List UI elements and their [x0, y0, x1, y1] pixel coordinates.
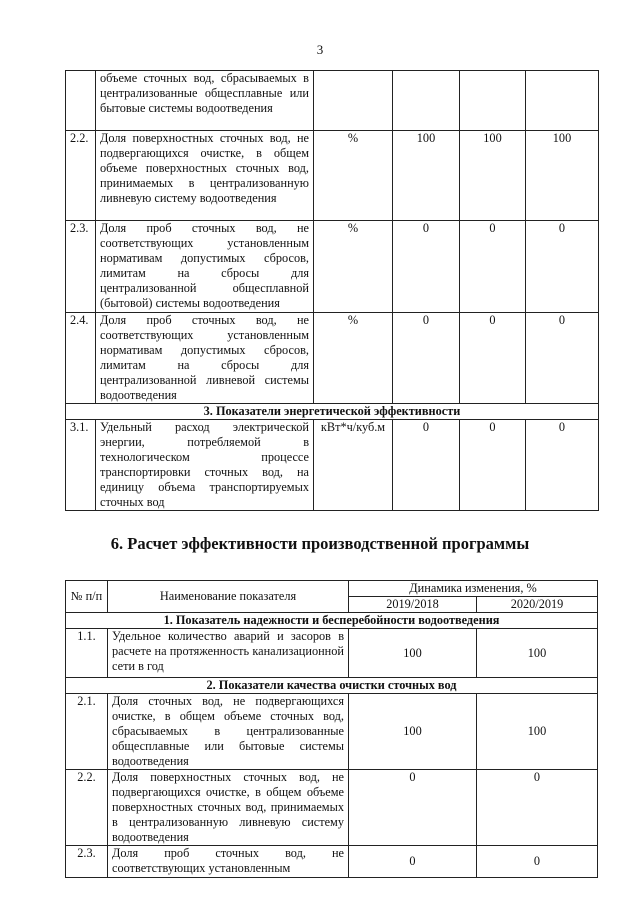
- table-row: [66, 131, 599, 221]
- value: 0: [393, 221, 460, 313]
- value: 100: [393, 131, 460, 221]
- page-number: 3: [316, 42, 324, 57]
- indicator-name: Доля проб сточных вод, не соответствующих установленным нормативам допустимых сбросов, лимитам на сбросы для централизованной общесплавной (бытовой) системы водоотведения: [96, 221, 314, 313]
- header-number: № п/п: [66, 581, 108, 613]
- indicator-name: Удельное количество аварий и засоров в расчете на протяженность канализационной сети в год: [108, 629, 349, 678]
- unit: кВт*ч/куб.м: [314, 420, 393, 511]
- indicator-name: Доля сточных вод, не подвергающихся очистке, в общем объеме сточных вод, сбрасываемых в централизованные общесплавные или бытовые системы водоотведения: [108, 694, 349, 770]
- table-row: [66, 770, 598, 846]
- value: 0: [526, 313, 599, 404]
- value: 0: [477, 846, 598, 878]
- value: 0: [393, 420, 460, 511]
- indicator-name: объеме сточных вод, сбрасываемых в централизованные общесплавные или бытовые системы водоотведения: [96, 71, 314, 131]
- table-row: [66, 313, 599, 404]
- header-year: 2020/2019: [477, 597, 598, 613]
- value: 100: [477, 694, 598, 770]
- section-row: [66, 613, 598, 629]
- indicator-name: Удельный расход электрической энергии, потребляемой в технологическом процессе транспортировки сточных вод, на единицу объема транспортируемых сточных вод: [96, 420, 314, 511]
- value: 0: [349, 846, 477, 878]
- value: 100: [349, 629, 477, 678]
- value: 100: [526, 131, 599, 221]
- unit: [314, 71, 393, 131]
- value: 100: [477, 629, 598, 678]
- row-number: 1.1.: [66, 629, 108, 678]
- row-number: [66, 71, 96, 131]
- section-row: [66, 678, 598, 694]
- row-number: 2.2.: [66, 131, 96, 221]
- table-row: [66, 694, 598, 770]
- indicator-name: Доля поверхностных сточных вод, не подвергающихся очистке, в общем объеме поверхностных сточных вод, принимаемых в централизованную ливневую систему водоотведения: [108, 770, 349, 846]
- indicator-name: Доля проб сточных вод, не соответствующих установленным нормативам допустимых сбросов, лимитам на сбросы для централизованной ливневой системы водоотведения: [96, 313, 314, 404]
- value: 0: [477, 770, 598, 846]
- section-row: [66, 404, 599, 420]
- table-row: [66, 420, 599, 511]
- section-heading: 6. Расчет эффективности производственной программы: [110, 534, 530, 553]
- value: 0: [460, 221, 526, 313]
- value: 0: [460, 313, 526, 404]
- header-name: Наименование показателя: [108, 581, 349, 613]
- value: 100: [349, 694, 477, 770]
- value: 0: [526, 420, 599, 511]
- value: 0: [393, 313, 460, 404]
- header-dynamics: Динамика изменения, %: [349, 581, 598, 597]
- value: 0: [349, 770, 477, 846]
- indicator-name: Доля поверхностных сточных вод, не подвергающихся очистке, в общем объеме поверхностных сточных вод, принимаемых в централизованную ливневую систему водоотведения: [96, 131, 314, 221]
- indicators-table: [65, 70, 599, 511]
- value: [526, 71, 599, 131]
- row-number: 2.2.: [66, 770, 108, 846]
- row-number: 2.4.: [66, 313, 96, 404]
- table-row: [66, 846, 598, 878]
- value: [460, 71, 526, 131]
- efficiency-table: [65, 580, 598, 878]
- header-year: 2019/2018: [349, 597, 477, 613]
- unit: %: [314, 313, 393, 404]
- unit: %: [314, 131, 393, 221]
- section-title: 1. Показатель надежности и бесперебойности водоотведения: [66, 613, 598, 629]
- row-number: 2.3.: [66, 846, 108, 878]
- value: 100: [460, 131, 526, 221]
- value: 0: [526, 221, 599, 313]
- header-row: [66, 581, 598, 597]
- row-number: 2.1.: [66, 694, 108, 770]
- table-row: [66, 221, 599, 313]
- value: [393, 71, 460, 131]
- section-title: 2. Показатели качества очистки сточных вод: [66, 678, 598, 694]
- table-row: [66, 629, 598, 678]
- indicator-name: Доля проб сточных вод, не соответствующих установленным: [108, 846, 349, 878]
- row-number: 3.1.: [66, 420, 96, 511]
- row-number: 2.3.: [66, 221, 96, 313]
- table-row: [66, 71, 599, 131]
- section-title: 3. Показатели энергетической эффективности: [66, 404, 599, 420]
- unit: %: [314, 221, 393, 313]
- value: 0: [460, 420, 526, 511]
